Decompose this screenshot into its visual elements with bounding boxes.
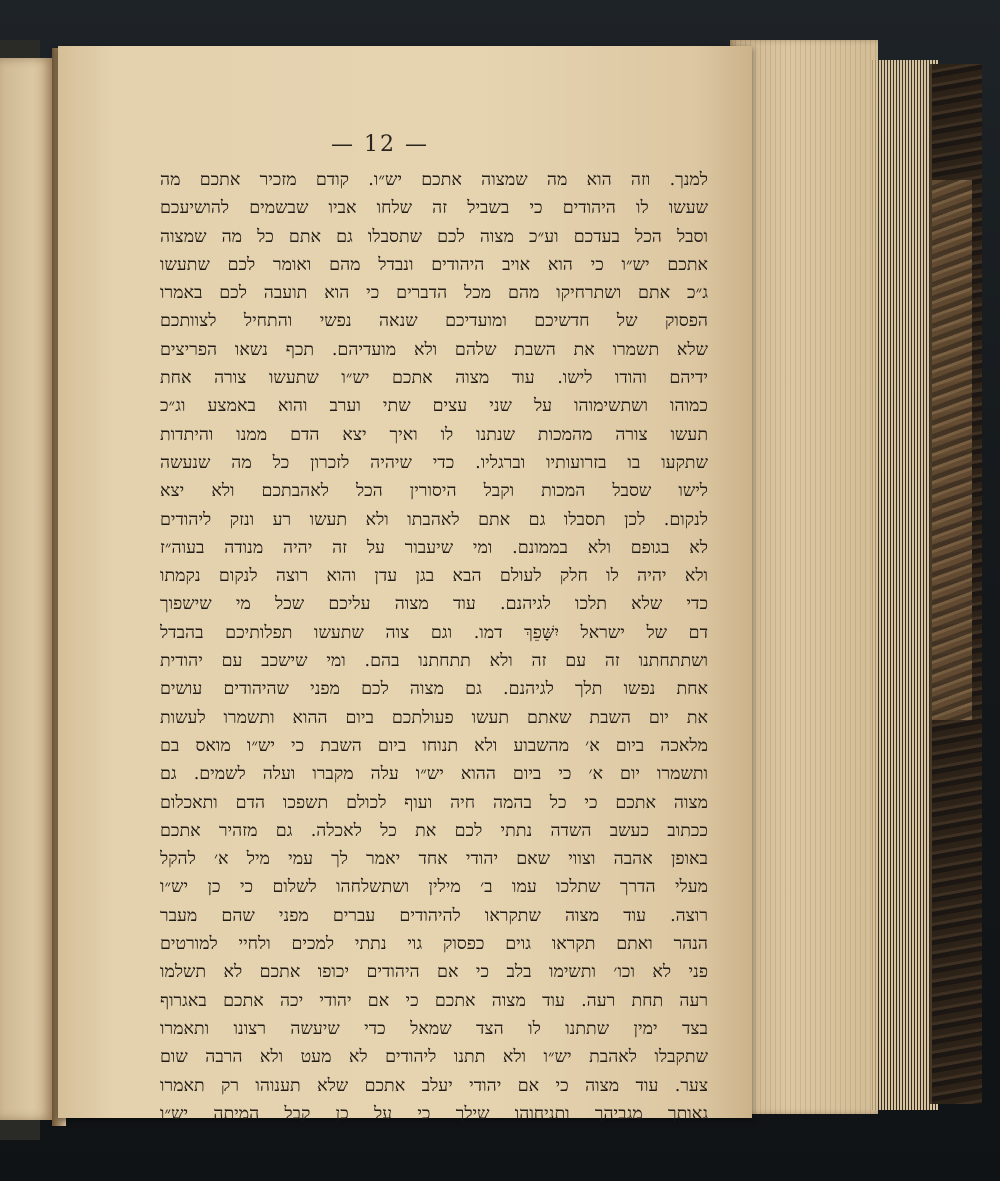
text-line: לא בגופם ולא בממונם. ומי שיעבור על זה יהיה מנודה בעוה״ז <box>160 537 708 558</box>
text-line: באופן אהבה וצווי שאם יהודי אחד יאמר לך עמי מיל א׳ להקל <box>160 849 708 870</box>
text-line: לישו שסבל המכות וקבל היסורין הכל לאהבתכם ולא יצא <box>160 481 708 502</box>
text-line: כדי שלא תלכו לגיהנם. עוד מצוה עליכם שכל מי שישפוך <box>160 594 708 615</box>
page-number: — 12 — <box>331 132 429 157</box>
text-line: לנקום. לכן תסבלו גם אתם לאהבתו ולא תעשו רע ונזק ליהודים <box>160 509 708 530</box>
text-line: בצד ימין שתתנו לו הצד שמאל כדי שיעשה רצונו ותאמרו <box>160 1018 708 1039</box>
text-line: הנהר ואתם תקראו גוים כפסוק גוי נתתי למכים ולחיי למורטים <box>160 934 708 955</box>
text-line: מצוה אתכם כי כל בהמה חיה ועוף לכולם תשפכו הדם ותאכלום <box>160 792 708 813</box>
text-line: שתקעו בו בזרועותיו וברגליו. כדי שיהיה לזכרון כל מה שנעשה <box>160 452 708 473</box>
text-line: ותשמרו יום א׳ כי ביום ההוא יש״ו עלה מקברו ועלה לשמים. גם <box>160 764 708 785</box>
spine-marbling <box>932 180 972 720</box>
text-line: שעשו לו היהודים כי בשביל זה שלחו אביו שבשמים להושיעכם <box>160 198 708 219</box>
text-line: אתכם יש״ו כי הוא אויב היהודים ונבדל מהם ואומר לכם שתעשו <box>160 254 708 275</box>
text-line: רעה תחת רעה. עוד מצוה אתכם כי אם יהודי יכה אתכם באגרוף <box>160 990 708 1011</box>
text-line: את יום השבת שאתם תעשו פעולתכם ביום ההוא ותשמרו לעשות <box>160 707 708 728</box>
text-line: הפסוק של חדשיכם ומועדיכם שנאה נפשי והתחיל לצוותכם <box>160 311 708 332</box>
text-line: כמוהו ושתשימוהו על שני עצים שתי וערב והוא באמצע וג״כ <box>160 396 708 417</box>
page-stack <box>730 40 878 1114</box>
text-line: פני לא וכו׳ ותשימו בלב כי אם היהודים יכופו אתכם לא תשלמו <box>160 962 708 983</box>
text-line: דם של ישראל יִשָּׁפֵךְ דמו. וגם צוה שתעשו תפלותיכם בהבדל <box>160 622 708 643</box>
text-line: שתקבלו לאהבת יש״ו ולא תתנו ליהודים לא מעט ולא הרבה שום <box>160 1047 708 1068</box>
text-line: גאותך מגביהך ותניחוהו שילך כי על כן קבל המיתה יש״ו <box>160 1103 708 1124</box>
text-line: למנך. וזה הוא מה שמצוה אתכם יש״ו. קודם מזכיר אתכם מה <box>160 170 708 190</box>
text-line: מעלי הדרך שתלכו עמו ב׳ מילין ושתשלחהו לשלום כי כן יש״ו <box>160 877 708 898</box>
text-line: רוצה. עוד מצוה שתקראו להיהודים עברים מפני שהם מעבר <box>160 905 708 926</box>
text-line: ולא יהיה לו חלק לעולם הבא בגן עדן והוא רוצה לנקום נקמתו <box>160 566 708 587</box>
text-line: ושתתחתנו זה עם זה ולא תתחתנו בהם. ומי שישכב עם יהודית <box>160 651 708 672</box>
text-line: ג״כ אתם ושתרחיקו מהם מכל הדברים כי הוא תועבה לכם באמרו <box>160 283 708 304</box>
text-line: מלאכה ביום א׳ מהשבוע ולא תנוחו ביום השבת כי יש״ו מואס בם <box>160 735 708 756</box>
left-page-edge <box>0 58 54 1120</box>
text-line: אחת נפשו תלך לגיהנם. גם מצוה לכם מפני שהיהודים עושים <box>160 679 708 700</box>
text-line: ככתוב כעשב השדה נתתי לכם את כל לאכלה. גם מזהיר אתכם <box>160 820 708 841</box>
text-line: שלא תשמרו את השבת שלהם ולא מועדיהם. תכף נשאו הפריצים <box>160 339 708 360</box>
text-block <box>160 166 708 1124</box>
page-edges <box>872 60 938 1110</box>
text-line: וסבל הכל בעדכם וע״כ מצוה לכם שתסבלו גם אתם כל מה שמצוה <box>160 226 708 247</box>
text-line: ידיהם והודו לישו. עוד מצוה אתכם יש״ו שתעשו צורה אחת <box>160 368 708 389</box>
text-line: צער. עוד מצוה כי אם יהודי יעלב אתכם שלא תענוהו רק תאמרו <box>160 1075 708 1096</box>
text-line: תעשו צורה מהמכות שנתנו לו ואיך יצא הדם ממנו והיתדות <box>160 424 708 445</box>
